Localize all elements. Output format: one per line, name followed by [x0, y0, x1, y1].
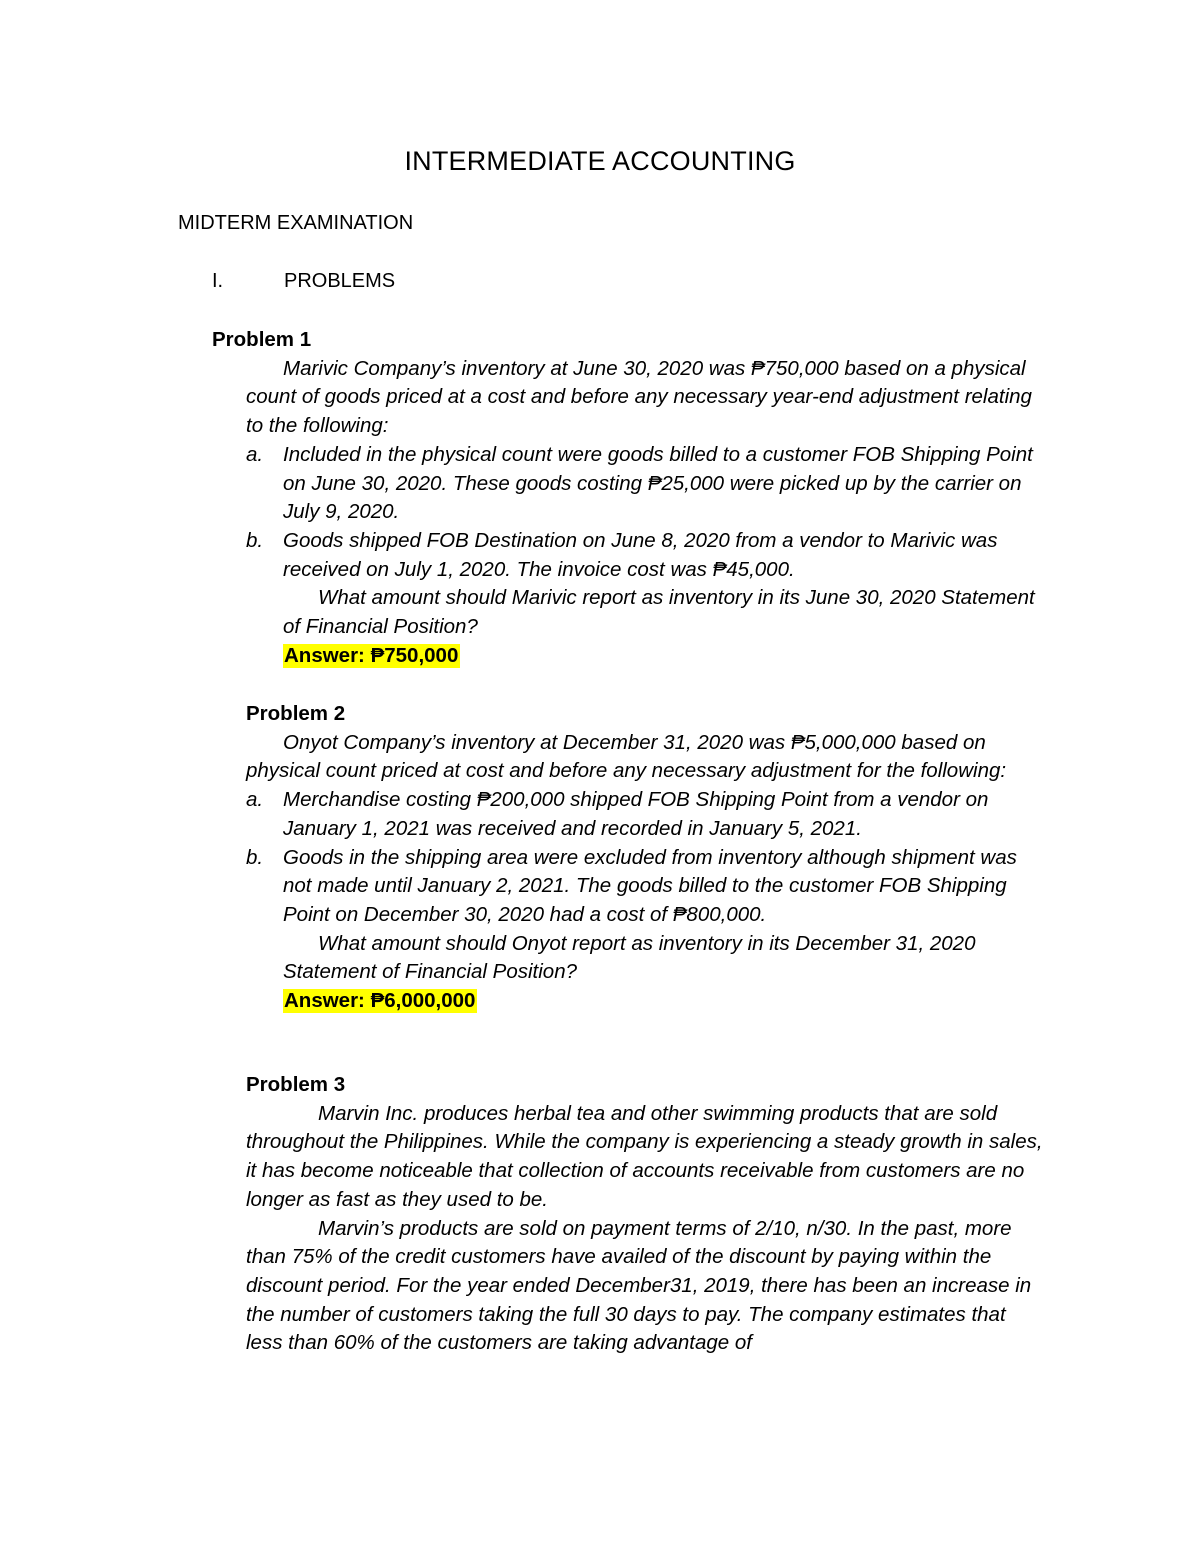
list-item — [246, 527, 1046, 584]
section-numeral: I. — [212, 270, 224, 292]
problem-title: Problem 1 — [212, 328, 312, 351]
problem-title: Problem 3 — [246, 1073, 346, 1096]
problem-3 — [246, 1071, 1046, 1358]
problem-title: Problem 2 — [246, 702, 346, 725]
problem-question — [246, 930, 1046, 987]
problem-2 — [246, 700, 1046, 1016]
list-marker: a. — [246, 442, 264, 466]
question-text: What amount should Onyot report as inventory in its December 31, 2020 Statement of Financial Position? — [283, 931, 976, 984]
document-title: INTERMEDIATE ACCOUNTING — [404, 146, 796, 176]
list-item — [246, 786, 1046, 843]
list-item — [246, 441, 1046, 527]
problem-1 — [212, 326, 1046, 670]
answer-highlight: Answer: ₱6,000,000 — [284, 989, 476, 1013]
list-item-text: Included in the physical count were goods billed to a customer FOB Shipping Point on June 30, 2020. These goods costing ₱25,000 were picked up by the carrier on July 9, 2020. — [283, 442, 1033, 524]
list-item-text: Goods shipped FOB Destination on June 8, 2020 from a vendor to Marivic was received on July 1, 2020. The invoice cost was ₱45,000. — [283, 528, 998, 581]
list-item-text: Goods in the shipping area were excluded from inventory although shipment was not made until January 2, 2021. The goods billed to the customer FOB Shipping Point on December 30, 2020 had a cost of ₱800,000. — [283, 845, 1017, 926]
answer-highlight: Answer: ₱750,000 — [284, 643, 459, 667]
list-marker: b. — [246, 528, 264, 552]
section-heading — [212, 270, 395, 293]
problem-intro: Onyot Company’s inventory at December 31, 2020 was ₱5,000,000 based on physical count priced at cost and before any necessary adjustment for the following: — [246, 730, 1007, 783]
problem-question — [246, 584, 1046, 641]
list-marker: b. — [246, 845, 264, 869]
list-item — [246, 844, 1046, 930]
answer-line — [246, 987, 1046, 1016]
answer-line — [246, 642, 1046, 671]
section-label: PROBLEMS — [284, 270, 396, 292]
question-text: What amount should Marivic report as inventory in its June 30, 2020 Statement of Financial Position? — [283, 586, 1035, 639]
exam-heading: MIDTERM EXAMINATION — [178, 212, 414, 234]
problem-intro: Marivic Company’s inventory at June 30, 2020 was ₱750,000 based on a physical count of goods priced at a cost and before any necessary year-end adjustment relating to the following: — [246, 356, 1032, 438]
list-item-text: Merchandise costing ₱200,000 shipped FOB Shipping Point from a vendor on January 1, 2021 was received and recorded in January 5, 2021. — [283, 788, 989, 840]
problem-paragraph: Marvin Inc. produces herbal tea and other swimming products that are sold throughout the Philippines. While the company is experiencing a steady growth in sales, it has become noticeable that collection of accounts receivable from customers are no longer as fast as they used to be. — [246, 1101, 1043, 1211]
problem-paragraph: Marvin’s products are sold on payment terms of 2/10, n/30. In the past, more than 75% of the credit customers have availed of the discount by paying within the discount period. For the year ended December31, 2019, there has been an increase in the number of customers taking the full 30 days to pay. The company estimates that less than 60% of the customers are taking advantage of — [246, 1216, 1032, 1355]
list-marker: a. — [246, 788, 264, 812]
